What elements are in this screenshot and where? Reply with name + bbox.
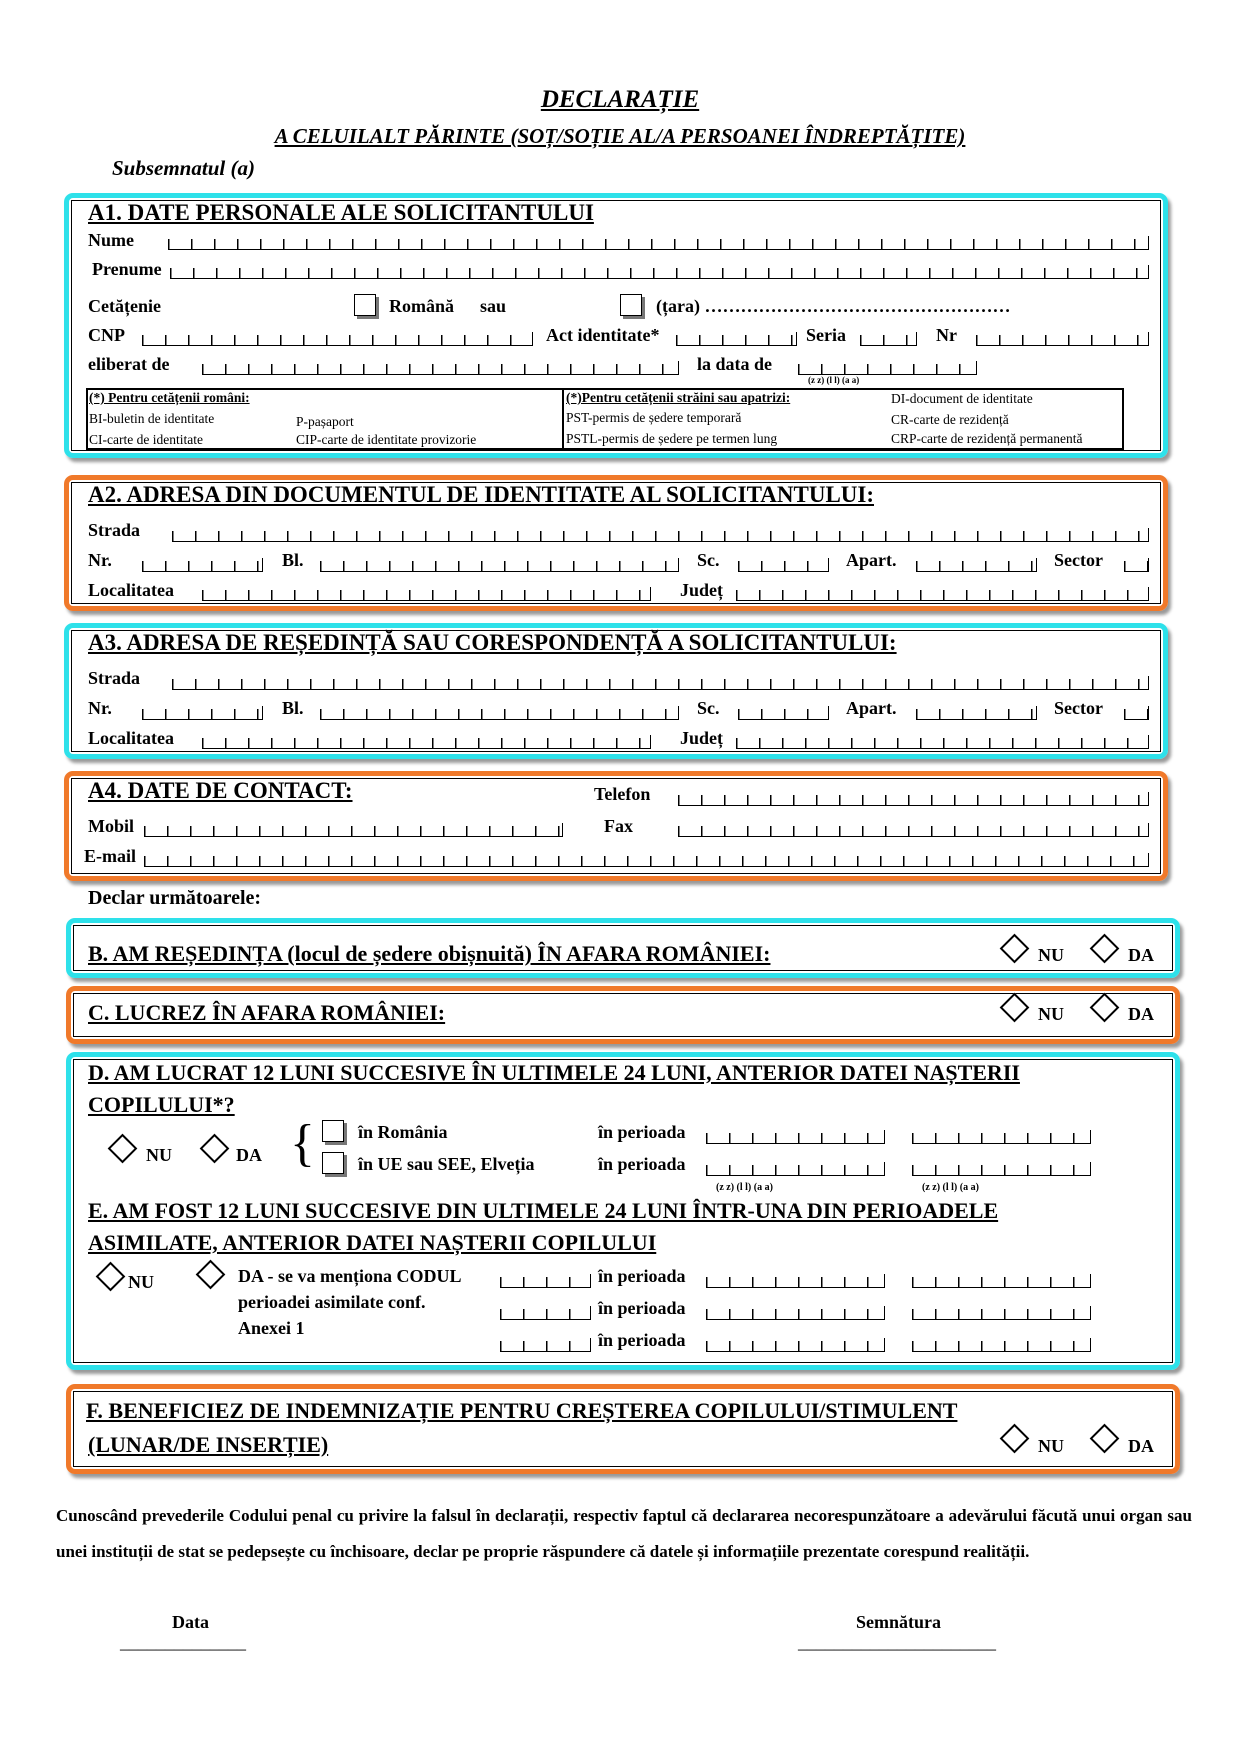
email-input[interactable] <box>144 853 1149 867</box>
legend-st-title: (*)Pentru cetățenii străini sau apatrizi: <box>566 390 791 405</box>
nr-label: Nr <box>936 325 957 345</box>
section-e-title-2: ASIMILATE, ANTERIOR DATEI NAȘTERII COPILULUI <box>88 1230 657 1255</box>
e-code-2[interactable] <box>500 1306 591 1320</box>
legend-di: DI-document de identitate <box>891 391 1033 406</box>
a2-bl-input[interactable] <box>320 558 679 572</box>
section-a2-title: A2. ADRESA DIN DOCUMENTUL DE IDENTITATE AL SOLICITANTULUI: <box>88 482 874 507</box>
legend-pstl: PSTL-permis de ședere pe termen lung <box>566 431 778 446</box>
a2-judet-label: Județ <box>680 580 724 600</box>
c-da-label: DA <box>1128 1004 1154 1024</box>
a3-sector-input[interactable] <box>1124 706 1149 720</box>
legend-cip: CIP-carte de identitate provizorie <box>296 432 477 447</box>
romana-checkbox[interactable] <box>354 294 376 316</box>
a2-sector-label: Sector <box>1054 550 1103 570</box>
a2-sc-input[interactable] <box>738 558 829 572</box>
d-perioada-label-2: în perioada <box>598 1154 686 1174</box>
d-brace: { <box>290 1115 315 1172</box>
eliberat-input[interactable] <box>202 361 679 375</box>
d-romania-label: în România <box>358 1122 448 1142</box>
d-date-hint-1: (z z) (l l) (a a) <box>716 1182 773 1193</box>
a3-nr-input[interactable] <box>142 706 263 720</box>
a3-bl-label: Bl. <box>282 698 304 718</box>
a3-apart-input[interactable] <box>916 706 1037 720</box>
cetatenie-label: Cetățenie <box>88 296 161 316</box>
a3-sector-label: Sector <box>1054 698 1103 718</box>
b-nu-label: NU <box>1038 945 1064 965</box>
e-perioada-label-3: în perioada <box>598 1330 686 1350</box>
mobil-input[interactable] <box>144 823 563 837</box>
e-period-2-to[interactable] <box>912 1306 1091 1320</box>
section-a3-title: A3. ADRESA DE REȘEDINȚĂ SAU CORESPONDENȚĂ A SOLICITANTULUI: <box>88 630 897 655</box>
a2-strada-label: Strada <box>88 520 141 540</box>
section-d-title-2: COPILULUI*? <box>88 1092 235 1117</box>
d-ue-from[interactable] <box>706 1162 885 1176</box>
sau-label: sau <box>480 296 507 316</box>
f-da-label: DA <box>1128 1436 1154 1456</box>
a3-judet-label: Județ <box>680 728 724 748</box>
nr-act-input[interactable] <box>976 332 1149 346</box>
tara-checkbox[interactable] <box>620 294 642 316</box>
d-ue-to[interactable] <box>912 1162 1091 1176</box>
a2-judet-input[interactable] <box>736 587 1149 601</box>
la-data-label: la data de <box>697 354 773 374</box>
d-date-hint-2: (z z) (l l) (a a) <box>922 1182 979 1193</box>
d-nu-label: NU <box>146 1145 172 1165</box>
fax-label: Fax <box>604 816 633 836</box>
a2-apart-label: Apart. <box>846 550 897 570</box>
section-b-title: B. AM REȘEDINȚA (locul de ședere obișnuită) ÎN AFARA ROMÂNIEI: <box>88 941 771 966</box>
d-da-label: DA <box>236 1145 262 1165</box>
e-da-line-1: DA - se va menționa CODUL <box>238 1266 462 1286</box>
e-perioada-label-1: în perioada <box>598 1266 686 1286</box>
d-ue-checkbox[interactable] <box>322 1152 344 1174</box>
a3-strada-input[interactable] <box>172 676 1149 690</box>
a3-localitatea-label: Localitatea <box>88 728 174 748</box>
form-subtitle: A CELUILALT PĂRINTE (SOȚ/SOȚIE AL/A PERSOANEI ÎNDREPTĂȚITE) <box>274 124 966 148</box>
a3-strada-label: Strada <box>88 668 141 688</box>
f-nu-label: NU <box>1038 1436 1064 1456</box>
section-a1-title: A1. DATE PERSONALE ALE SOLICITANTULUI <box>88 200 594 225</box>
d-ue-label: în UE sau SEE, Elveția <box>358 1154 535 1174</box>
romana-label: Română <box>389 296 455 316</box>
legend-ci: CI-carte de identitate <box>89 432 203 447</box>
act-identitate-input[interactable] <box>676 332 797 346</box>
a2-localitatea-input[interactable] <box>202 587 651 601</box>
la-data-hint: (z z) (l l) (a a) <box>808 375 860 385</box>
email-label: E-mail <box>84 846 136 866</box>
e-period-3-from[interactable] <box>706 1338 885 1352</box>
e-period-3-to[interactable] <box>912 1338 1091 1352</box>
seria-input[interactable] <box>860 332 917 346</box>
eliberat-label: eliberat de <box>88 354 170 374</box>
a3-judet-input[interactable] <box>736 735 1149 749</box>
e-code-1[interactable] <box>500 1274 591 1288</box>
subsemnatul-label: Subsemnatul (a) <box>112 156 255 180</box>
nume-label: Nume <box>88 230 134 250</box>
la-data-input[interactable] <box>798 361 977 375</box>
d-romania-to[interactable] <box>912 1130 1091 1144</box>
a2-strada-input[interactable] <box>172 528 1149 542</box>
a3-localitatea-input[interactable] <box>202 735 651 749</box>
section-e-title-1: E. AM FOST 12 LUNI SUCCESIVE DIN ULTIMELE 24 LUNI ÎNTR-UNA DIN PERIOADELE <box>88 1198 999 1223</box>
legend-cr: CR-carte de rezidență <box>891 412 1009 427</box>
d-perioada-label-1: în perioada <box>598 1122 686 1142</box>
legal-paragraph: Cunoscând prevederile Codului penal cu privire la falsul în declarații, respectiv faptul că declararea necorespunzătoare a adevărului făcută unui organ sau unei instituții de stat se pedepsește cu închisoare, declar pe proprie răspundere că datele și informațiile prezentate corespund realității. <box>56 1506 1192 1561</box>
tara-field[interactable]: (țara) …………………………………………… <box>656 296 1011 316</box>
cnp-label: CNP <box>88 325 125 345</box>
e-da-line-3: Anexei 1 <box>238 1318 305 1338</box>
a2-localitatea-label: Localitatea <box>88 580 174 600</box>
a2-nr-input[interactable] <box>142 558 263 572</box>
telefon-input[interactable] <box>678 792 1149 806</box>
section-c-title: C. LUCREZ ÎN AFARA ROMÂNIEI: <box>88 1000 446 1025</box>
semnatura-line[interactable]: ______________________ <box>798 1632 996 1652</box>
form-title: DECLARAȚIE <box>540 86 700 113</box>
a3-apart-label: Apart. <box>846 698 897 718</box>
a3-sc-label: Sc. <box>697 698 720 718</box>
fax-input[interactable] <box>678 823 1149 837</box>
section-d-title-1: D. AM LUCRAT 12 LUNI SUCCESIVE ÎN ULTIMELE 24 LUNI, ANTERIOR DATEI NAȘTERII <box>88 1060 1020 1085</box>
legend-p: P-pașaport <box>296 414 354 429</box>
e-period-1-to[interactable] <box>912 1274 1091 1288</box>
data-label: Data <box>172 1612 209 1632</box>
act-identitate-label: Act identitate* <box>546 325 660 345</box>
a2-sc-label: Sc. <box>697 550 720 570</box>
legend-crp: CRP-carte de rezidență permanentă <box>891 431 1083 446</box>
e-period-1-from[interactable] <box>706 1274 885 1288</box>
a2-nr-label: Nr. <box>88 550 112 570</box>
b-da-label: DA <box>1128 945 1154 965</box>
cnp-input[interactable] <box>142 332 533 346</box>
declar-label: Declar următoarele: <box>88 887 262 909</box>
section-a4-title: A4. DATE DE CONTACT: <box>88 778 353 803</box>
nume-input[interactable] <box>168 236 1149 250</box>
e-nu-label: NU <box>128 1272 154 1292</box>
legend-divider <box>562 388 564 450</box>
e-da-line-2: perioadei asimilate conf. <box>238 1292 426 1312</box>
a3-sc-input[interactable] <box>738 706 829 720</box>
legend-ro-title: (*) Pentru cetățenii români: <box>89 390 250 405</box>
section-f-title-1: F. BENEFICIEZ DE INDEMNIZAȚIE PENTRU CREȘTEREA COPILULUI/STIMULENT <box>86 1398 958 1423</box>
legend-pst: PST-permis de ședere temporară <box>566 410 742 425</box>
a3-nr-label: Nr. <box>88 698 112 718</box>
a3-bl-input[interactable] <box>320 706 679 720</box>
d-romania-checkbox[interactable] <box>322 1120 344 1142</box>
c-nu-label: NU <box>1038 1004 1064 1024</box>
a2-bl-label: Bl. <box>282 550 304 570</box>
legend-bi: BI-buletin de identitate <box>89 411 215 426</box>
seria-label: Seria <box>806 325 846 345</box>
semnatura-label: Semnătura <box>856 1612 941 1632</box>
telefon-label: Telefon <box>594 784 651 804</box>
a2-sector-input[interactable] <box>1124 558 1149 572</box>
e-code-3[interactable] <box>500 1338 591 1352</box>
prenume-label: Prenume <box>92 259 162 279</box>
a2-apart-input[interactable] <box>916 558 1037 572</box>
d-romania-from[interactable] <box>706 1130 885 1144</box>
mobil-label: Mobil <box>88 816 135 836</box>
e-perioada-label-2: în perioada <box>598 1298 686 1318</box>
prenume-input[interactable] <box>170 265 1149 279</box>
data-signature-line[interactable]: ______________ <box>120 1632 246 1652</box>
section-f-title-2: (LUNAR/DE INSERȚIE) <box>88 1432 329 1457</box>
e-period-2-from[interactable] <box>706 1306 885 1320</box>
